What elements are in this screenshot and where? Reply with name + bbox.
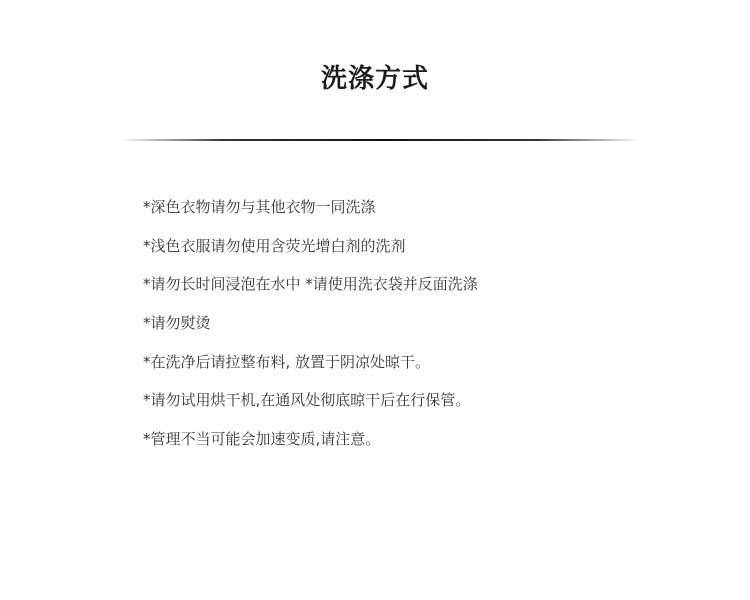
title-divider bbox=[120, 139, 640, 141]
list-item: *请勿试用烘干机,在通风处彻底晾干后在行保管。 bbox=[143, 391, 471, 410]
page-title: 洗涤方式 bbox=[320, 64, 429, 94]
list-item: *浅色衣服请勿使用含荧光增白剂的洗剂 bbox=[143, 236, 406, 255]
list-item: *深色衣物请勿与其他衣物一同洗涤 bbox=[143, 198, 376, 216]
list-item: *请勿长时间浸泡在水中 *请使用洗衣袋并反面洗涤 bbox=[143, 275, 478, 294]
list-item: *管理不当可能会加速变质,请注意。 bbox=[143, 430, 381, 449]
care-instructions-list bbox=[143, 196, 478, 467]
list-item: *在洗净后请拉整布料, 放置于阴凉处晾干。 bbox=[143, 352, 431, 371]
list-item: *请勿熨烫 bbox=[143, 314, 211, 333]
